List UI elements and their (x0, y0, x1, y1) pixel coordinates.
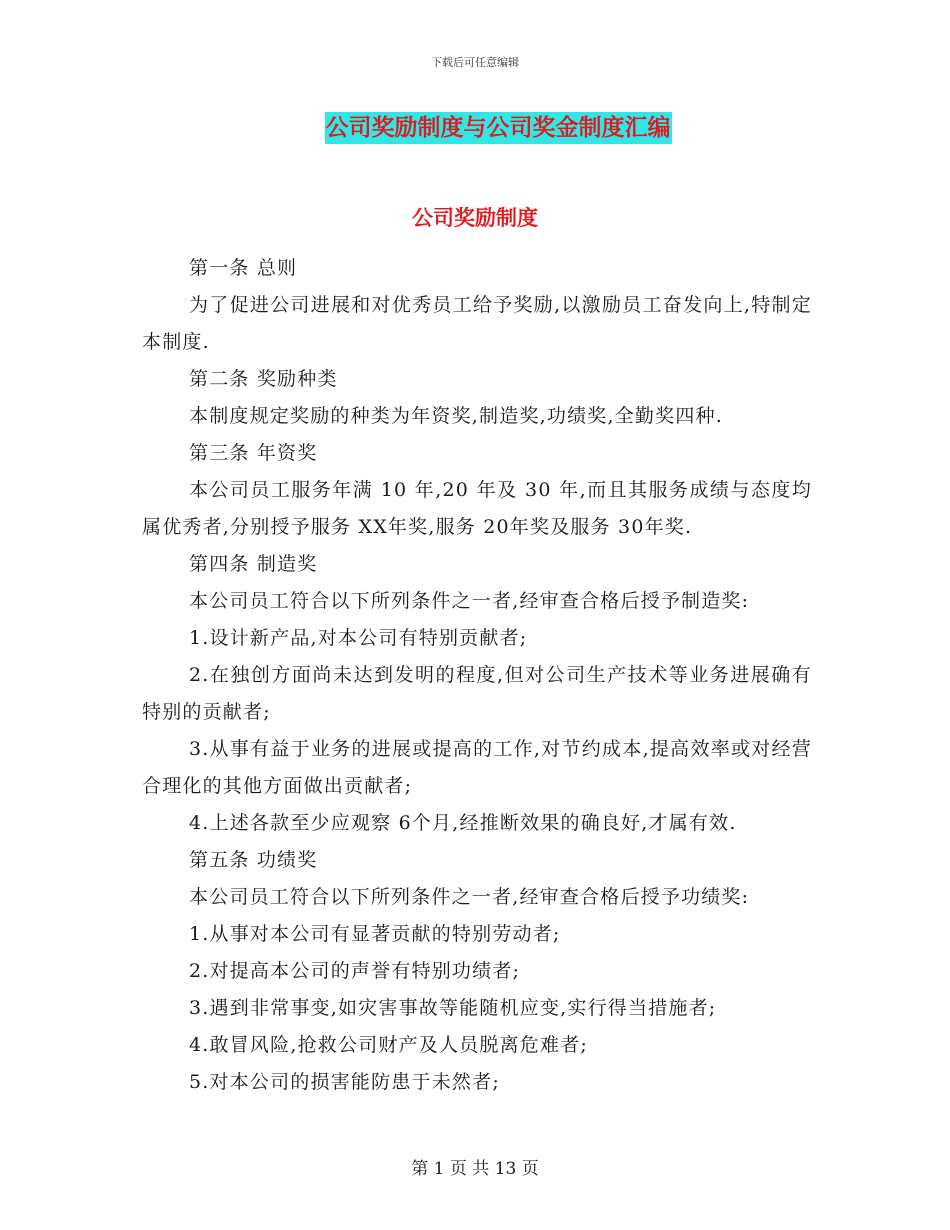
document-title: 公司奖励制度与公司奖金制度汇编 (325, 112, 672, 144)
paragraph: 本公司员工符合以下所列条件之一者,经审查合格后授予功绩奖: (189, 886, 750, 908)
document-body (142, 250, 812, 1101)
section-title: 公司奖励制度 (412, 206, 538, 230)
paragraph: 1.设计新产品,对本公司有特别贡献者; (189, 627, 528, 649)
paragraph: 第一条 总则 (189, 257, 298, 279)
paragraph: 2.对提高本公司的声誉有特别功绩者; (189, 960, 521, 982)
paragraph: 本公司员工服务年满 10 年,20 年及 30 年,而且其服务成绩与态度均属优秀者,分别授予服务 XX年奖,服务 20年奖及服务 30年奖. (142, 479, 812, 538)
paragraph: 第三条 年资奖 (189, 442, 318, 464)
paragraph: 第五条 功绩奖 (189, 849, 318, 871)
paragraph: 第二条 奖励种类 (189, 368, 338, 390)
document-title-wrap (0, 112, 950, 144)
paragraph: 本制度规定奖励的种类为年资奖,制造奖,功绩奖,全勤奖四种. (189, 405, 723, 427)
paragraph: 本公司员工符合以下所列条件之一者,经审查合格后授予制造奖: (189, 590, 750, 612)
paragraph: 为了促进公司进展和对优秀员工给予奖励,以激励员工奋发向上,特制定本制度. (142, 294, 812, 353)
page-footer: 第 1 页 共 13 页 (411, 1159, 539, 1179)
paragraph: 4.上述各款至少应观察 6个月,经推断效果的确良好,才属有效. (189, 812, 737, 834)
header-note: 下载后可任意编辑 (431, 56, 519, 69)
paragraph: 5.对本公司的损害能防患于未然者; (189, 1071, 500, 1093)
paragraph: 3.遇到非常事变,如灾害事故等能随机应变,实行得当措施者; (189, 997, 717, 1019)
paragraph: 1.从事对本公司有显著贡献的特别劳动者; (189, 923, 561, 945)
paragraph: 3.从事有益于业务的进展或提高的工作,对节约成本,提高效率或对经营合理化的其他方面做出贡献者; (142, 738, 812, 797)
paragraph: 4.敢冒风险,抢救公司财产及人员脱离危难者; (189, 1034, 588, 1056)
paragraph: 第四条 制造奖 (189, 553, 318, 575)
paragraph: 2.在独创方面尚未达到发明的程度,但对公司生产技术等业务进展确有特别的贡献者; (142, 664, 812, 723)
